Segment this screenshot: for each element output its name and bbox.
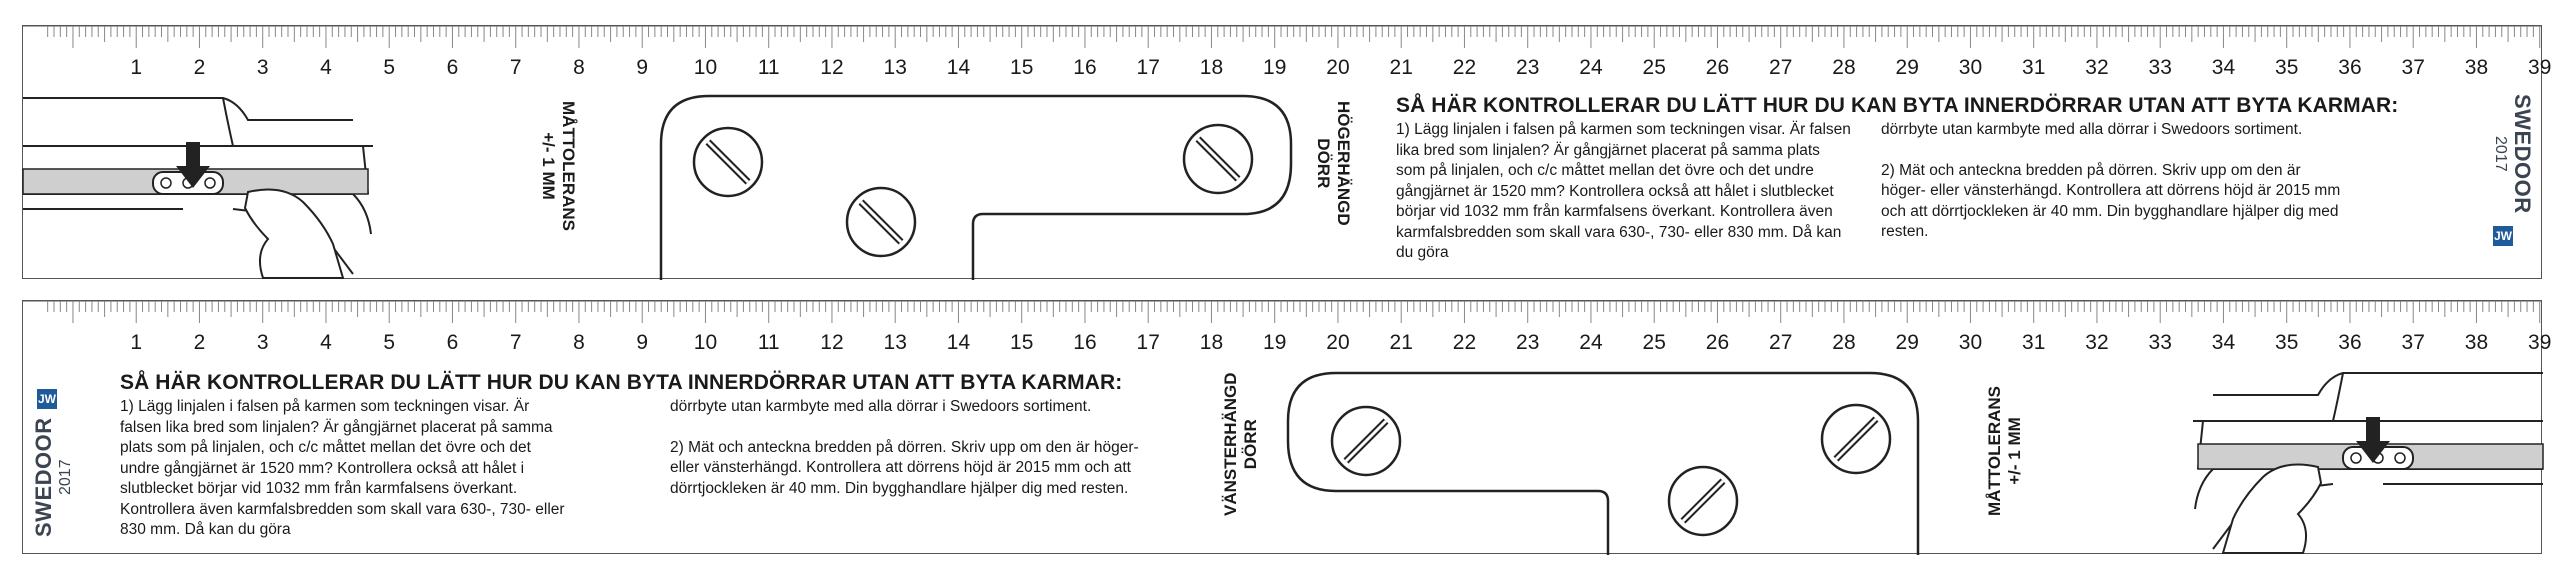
scale-number: 31	[2022, 330, 2046, 354]
brand-logo-icon: JW	[2493, 226, 2513, 246]
scale-number: 26	[1705, 55, 1730, 79]
frame-illustration	[2163, 359, 2543, 553]
instructions-col-1: 1) Lägg linjalen i falsen på karmen som teckningen visar. Är falsen lika bred som linjalen? Är gångjärnet placerat på samma plats som på linjalen, och c/c måttet mellan det övre och det undre gångjärnet är 1520 mm? Kontrollera också att hålet i slutblecket börjar vid 1032 mm från karmfalsens överkant. Kontrollera även karmfalsbredden som skall vara 630-, 730- eller 830 mm. Då kan du göra	[120, 398, 565, 538]
scale-number: 38	[2464, 55, 2489, 79]
screw-icon	[694, 128, 762, 196]
scale-number: 27	[1769, 330, 1793, 354]
scale-number: 13	[883, 330, 907, 354]
scale-number: 3	[256, 55, 269, 79]
scale-number: 36	[2338, 330, 2362, 354]
scale-number: 5	[383, 55, 396, 79]
brand-logo-icon: JW	[37, 389, 57, 409]
scale-number: 29	[1895, 330, 1919, 354]
scale-number: 1	[130, 55, 143, 79]
scale-number: 18	[1199, 330, 1224, 354]
scale-number: 15	[1010, 55, 1034, 79]
screw-icon	[1822, 405, 1890, 473]
scale-number: 22	[1452, 330, 1477, 354]
scale-number: 19	[1263, 330, 1287, 354]
scale-number: 28	[1832, 330, 1856, 354]
scale-number: 38	[2464, 330, 2489, 354]
hinge-template	[653, 84, 1313, 280]
instructions-heading: SÅ HÄR KONTROLLERAR DU LÄTT HUR DU KAN BYTA INNERDÖRRAR UTAN ATT BYTA KARMAR:	[1396, 94, 2399, 117]
scale-number: 14	[946, 55, 971, 79]
scale-number: 32	[2085, 330, 2109, 354]
scale-number: 11	[757, 55, 780, 79]
scale-number: 14	[946, 330, 971, 354]
scale-number: 33	[2148, 55, 2172, 79]
instructions-heading: SÅ HÄR KONTROLLERAR DU LÄTT HUR DU KAN BYTA INNERDÖRRAR UTAN ATT BYTA KARMAR:	[120, 371, 1123, 394]
scale-number: 21	[1389, 55, 1413, 79]
scale-number: 29	[1895, 55, 1919, 79]
tolerance-label: MÅTTOLERANS +/- 1 MM	[1985, 385, 2024, 516]
scale-number: 6	[446, 330, 459, 354]
scale-number: 39	[2528, 330, 2552, 354]
scale-number: 23	[1516, 330, 1540, 354]
scale-number: 21	[1389, 330, 1413, 354]
instructions-col-1: 1) Lägg linjalen i falsen på karmen som teckningen visar. Är falsen lika bred som linjalen? Är gångjärnet placerat på samma plats som på linjalen, och c/c måttet mellan det övre och det undre gångjärnet är 1520 mm? Kontrollera också att hålet i slutblecket börjar vid 1032 mm från karmfalsens överkant. Kontrollera även karmfalsbredden som skall vara 630-, 730- eller 830 mm. Då kan du göra	[1396, 121, 1851, 261]
scale-number: 8	[573, 55, 585, 79]
scale-number: 10	[693, 55, 718, 79]
scale-number: 16	[1073, 330, 1097, 354]
scale-number: 9	[636, 330, 649, 354]
scale-number: 4	[320, 330, 332, 354]
ruler-scale	[23, 26, 2552, 86]
ruler-scale	[23, 301, 2552, 361]
frame-illustration	[23, 84, 403, 278]
hand-icon	[245, 190, 343, 278]
screw-icon	[1669, 467, 1737, 535]
scale-number: 30	[1958, 330, 1983, 354]
scale-number: 25	[1642, 330, 1666, 354]
scale-number: 34	[2211, 330, 2236, 354]
scale-number: 34	[2211, 55, 2236, 79]
scale-number: 10	[693, 330, 718, 354]
hinge-side-label: VÄNSTERHÄNGD DÖRR	[1221, 372, 1260, 516]
tolerance-label: MÅTTOLERANS +/- 1 MM	[539, 101, 578, 232]
screw-icon	[1184, 125, 1252, 193]
scale-number: 39	[2528, 55, 2552, 79]
hand-icon	[2223, 465, 2321, 553]
instructions-col-2: dörrbyte utan karmbyte med alla dörrar i Swedoors sortiment. 2) Mät och anteckna bredden på dörren. Skriv upp om den är höger- eller vänsterhängd. Kontrollera att dörrens höjd är 2015 mm och att dörrtjockleken är 40 mm. Din bygghandlare hjälper dig med resten.	[670, 398, 1139, 497]
scale-number: 16	[1073, 55, 1097, 79]
scale-number: 2	[193, 330, 206, 354]
scale-number: 17	[1136, 330, 1160, 354]
scale-number: 8	[573, 330, 585, 354]
ruler-top	[22, 25, 2552, 279]
scale-number: 26	[1705, 330, 1730, 354]
scale-number: 24	[1579, 330, 1603, 354]
scale-number: 31	[2022, 55, 2046, 79]
ruler-bottom	[22, 300, 2552, 554]
brand-block: SWEDOOR 2017	[31, 417, 74, 537]
scale-number: 12	[820, 55, 844, 79]
scale-number: 33	[2148, 330, 2172, 354]
scale-number: 27	[1769, 55, 1793, 79]
scale-number: 9	[636, 55, 649, 79]
hinge-side-label: HÖGERHÄNGD DÖRR	[1314, 101, 1353, 226]
brand-block: SWEDOOR 2017	[2492, 94, 2535, 214]
scale-number: 5	[383, 330, 396, 354]
scale-number: 20	[1326, 330, 1350, 354]
scale-number: 19	[1263, 55, 1287, 79]
scale-number: 6	[446, 55, 459, 79]
scale-number: 24	[1579, 55, 1603, 79]
scale-number: 13	[883, 55, 907, 79]
scale-number: 30	[1958, 55, 1983, 79]
hinge-template	[1268, 361, 1928, 555]
scale-number: 7	[509, 55, 522, 79]
scale-number: 15	[1010, 330, 1034, 354]
scale-number: 17	[1136, 55, 1160, 79]
scale-number: 35	[2275, 55, 2299, 79]
scale-number: 3	[256, 330, 269, 354]
scale-number: 32	[2085, 55, 2109, 79]
scale-number: 4	[320, 55, 332, 79]
scale-number: 23	[1516, 55, 1540, 79]
scale-number: 37	[2401, 55, 2425, 79]
screw-icon	[847, 188, 915, 256]
scale-number: 11	[757, 330, 780, 354]
scale-number: 12	[820, 330, 844, 354]
scale-number: 20	[1326, 55, 1350, 79]
instructions-col-2: dörrbyte utan karmbyte med alla dörrar i Swedoors sortiment. 2) Mät och anteckna bredden på dörren. Skriv upp om den är höger- eller vänsterhängd. Kontrollera att dörrens höjd är 2015 mm och att dörrtjockleken är 40 mm. Din bygghandlare hjälper dig med resten.	[1881, 121, 2341, 240]
scale-number: 37	[2401, 330, 2425, 354]
scale-number: 1	[130, 330, 143, 354]
scale-number: 22	[1452, 55, 1477, 79]
scale-number: 2	[193, 55, 206, 79]
scale-number: 18	[1199, 55, 1224, 79]
scale-number: 25	[1642, 55, 1666, 79]
scale-number: 7	[509, 330, 522, 354]
scale-number: 35	[2275, 330, 2299, 354]
scale-number: 28	[1832, 55, 1856, 79]
scale-number: 36	[2338, 55, 2362, 79]
screw-icon	[1332, 407, 1400, 475]
